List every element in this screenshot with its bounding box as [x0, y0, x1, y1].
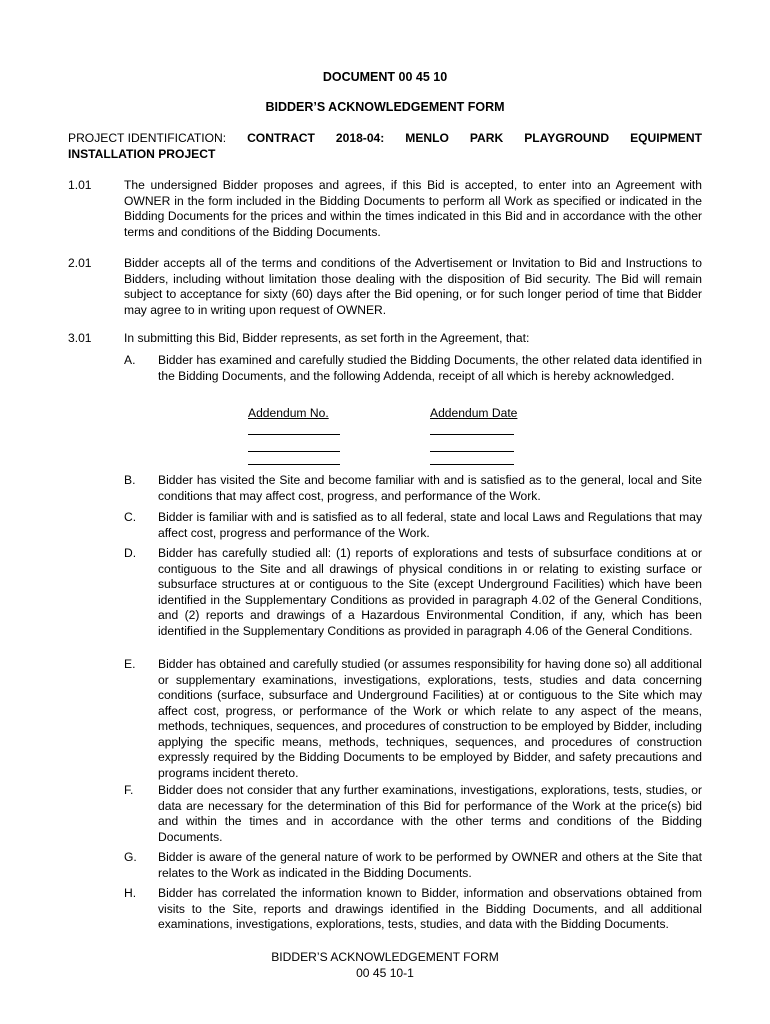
item-text: Bidder is aware of the general nature of work to be performed by OWNER and others at the Site that relates to the Work as indicated in the Bidding Documents.	[158, 850, 702, 880]
item-g	[124, 850, 702, 881]
section-text: In submitting this Bid, Bidder represents, as set forth in the Agreement, that:	[124, 331, 530, 345]
document-number: DOCUMENT 00 45 10	[322, 70, 448, 84]
item-text: Bidder has carefully studied all: (1) reports of explorations and tests of subsurface conditions at or contiguous to the Site and all drawings of physical conditions in or relating to existing surface or subsurface structures at or contiguous to the Site (except Underground Facilities) which have been identified in the Supplementary Conditions as provided in paragraph 4.02 of the General Conditions, and (2) reports and drawings of a Hazardous Environmental Condition, if any, which has been identified in the Supplementary Conditions as provided in paragraph 4.06 of the General Conditions.	[158, 546, 702, 638]
item-text: Bidder is familiar with and is satisfied as to all federal, state and local Laws and Regulations that may affect cost, progress and performance of the Work.	[158, 510, 702, 540]
section-3-01	[68, 331, 702, 347]
item-d	[124, 546, 702, 639]
addendum-date-blank[interactable]	[430, 464, 514, 465]
item-text: Bidder has obtained and carefully studied (or assumes responsibility for having done so) all additional or supplementary examinations, investigations, explorations, tests, studies and data concerning conditions (surface, subsurface and Underground Facilities) at or contiguous to the Site which may affect cost, progress, or performance of the Work or which relate to any aspect of the means, methods, techniques, sequences, and procedures of construction to be employed by Bidder, including applying the specific means, methods, techniques, sequences, and procedures of construction expressly required by the Bidding Documents to be employed by Bidder, and safety precautions and programs incident thereto.	[158, 657, 702, 780]
addendum-number-header: Addendum No.	[248, 406, 329, 420]
project-label: PROJECT IDENTIFICATION:	[68, 131, 227, 145]
item-e	[124, 657, 702, 781]
addendum-number-blank[interactable]	[248, 451, 340, 452]
item-text: Bidder does not consider that any further examinations, investigations, explorations, tests, studies, or data are necessary for the determination of this Bid for performance of the Work at the price(s) bid and within the times and in accordance with the other terms and conditions of the Bidding Documents.	[158, 783, 702, 844]
footer-title: BIDDER’S ACKNOWLEDGEMENT FORM	[271, 950, 499, 964]
form-title: BIDDER’S ACKNOWLEDGEMENT FORM	[265, 100, 505, 114]
addendum-date-blank[interactable]	[430, 451, 514, 452]
addendum-date-blank[interactable]	[430, 434, 514, 435]
item-letter: D.	[124, 546, 137, 560]
project-value-line2: INSTALLATION PROJECT	[68, 147, 216, 161]
item-letter: E.	[124, 657, 136, 671]
addendum-date-header: Addendum Date	[430, 406, 518, 420]
project-identification	[68, 130, 702, 162]
project-value-word: 2018-04:	[335, 131, 385, 145]
item-letter: A.	[124, 353, 136, 367]
item-letter: H.	[124, 886, 137, 900]
section-2-01	[68, 256, 702, 318]
item-text: Bidder has examined and carefully studied the Bidding Documents, the other related data identified in the Bidding Documents, and the following Addenda, receipt of all which is hereby acknowledged.	[158, 353, 702, 383]
item-letter: B.	[124, 473, 136, 487]
section-text: The undersigned Bidder proposes and agrees, if this Bid is accepted, to enter into an Agreement with OWNER in the form included in the Bidding Documents to perform all Work as specified or indicated in the Bidding Documents for the prices and within the times indicated in this Bid and in accordance with the other terms and conditions of the Bidding Documents.	[124, 178, 702, 239]
addendum-number-blank[interactable]	[248, 464, 340, 465]
section-number: 3.01	[68, 331, 92, 345]
project-value-word: EQUIPMENT	[630, 131, 702, 145]
item-c	[124, 510, 702, 541]
item-letter: C.	[124, 510, 137, 524]
item-letter: G.	[124, 850, 137, 864]
page-footer	[0, 949, 770, 981]
section-number: 2.01	[68, 256, 92, 270]
item-text: Bidder has correlated the information known to Bidder, information and observations obtained from visits to the Site, reports and drawings identified in the Bidding Documents, and all additional examinations, investigations, explorations, tests, studies, and data with the Bidding Documents.	[158, 886, 702, 931]
footer-page-number: 00 45 10-1	[356, 966, 414, 980]
section-1-01	[68, 178, 702, 240]
item-f	[124, 783, 702, 845]
item-letter: F.	[124, 783, 134, 797]
item-a	[124, 353, 702, 384]
project-value-word: CONTRACT	[247, 131, 315, 145]
addendum-number-blank[interactable]	[248, 434, 340, 435]
project-value-word: PARK	[469, 131, 504, 145]
item-b	[124, 473, 702, 504]
section-number: 1.01	[68, 178, 92, 192]
section-text: Bidder accepts all of the terms and conditions of the Advertisement or Invitation to Bid and Instructions to Bidders, including without limitation those dealing with the disposition of Bid security. The Bid will remain subject to acceptance for sixty (60) days after the Bid opening, or for such longer period of time that Bidder may agree to in writing upon request of OWNER.	[124, 256, 702, 317]
item-text: Bidder has visited the Site and become familiar with and is satisfied as to the general, local and Site conditions that may affect cost, progress, and performance of the Work.	[158, 473, 702, 503]
project-value-word: PLAYGROUND	[524, 131, 610, 145]
item-h	[124, 886, 702, 933]
project-value-word: MENLO	[405, 131, 449, 145]
